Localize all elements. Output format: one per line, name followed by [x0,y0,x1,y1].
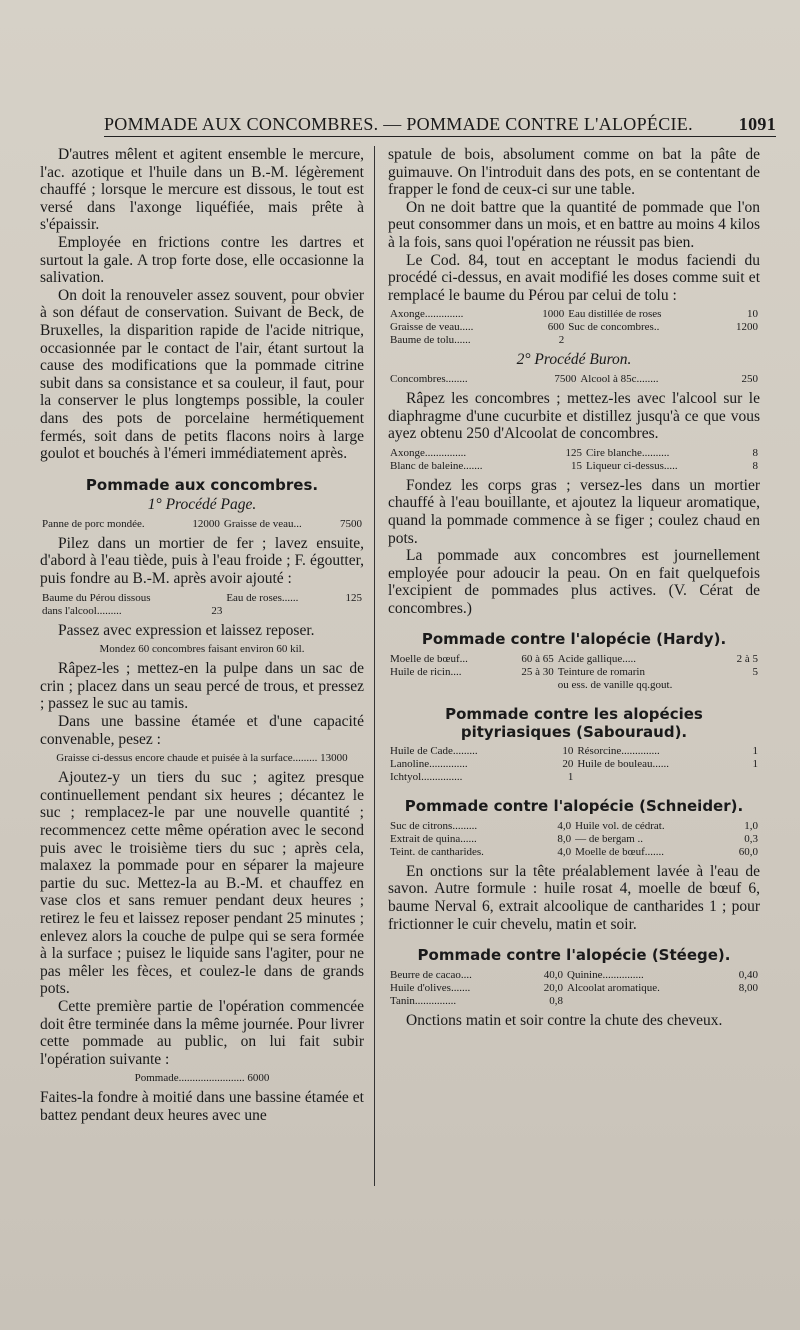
ingredient-table [388,373,760,386]
section-heading: Pommade aux concombres. [85,475,319,494]
table-cell: 1000 [542,308,565,321]
table-cell: dans l'alcool......... [42,604,122,617]
table-cell: Teint. de cantharides. [390,845,484,858]
running-title: POMMADE AUX CONCOMBRES. — POMMADE CONTRE L'ALOPÉCIE. [104,114,693,134]
table-cell [566,334,719,347]
ingredient-table [388,820,760,859]
table-cell: 2 à 5 [736,653,758,666]
ingredient-table [388,308,760,347]
table-cell: Huile de bouleau...... [577,758,669,771]
table-cell: 4,0 [557,845,572,858]
table-cell: Beurre de cacao.... [390,968,472,981]
table-cell: 7500 [554,372,577,385]
section-heading: Pommade contre l'alopécie (Schneider). [404,797,744,816]
table-row [388,745,760,758]
paragraph: Cette première partie de l'opération commencée doit être terminée dans la même journée. Pour livrer cette pommade au public, on lui fait subir l'opération suivante : [40,997,364,1068]
paragraph: Employée en frictions contre les dartres et surtout la gale. A trop forte dose, elle occasionne la salivation. [40,233,364,287]
table-cell: Baume de tolu...... [390,334,471,347]
table-cell: 8,00 [738,981,758,994]
table-cell: Alcoolat aromatique. [567,981,660,994]
left-column [40,146,364,1125]
table-cell: 25 à 30 [521,666,554,679]
table-cell: 125 [345,591,362,604]
table-row [388,460,760,473]
table-cell: Cire blanche.......... [585,446,670,459]
table-cell: Alcool à 85c........ [580,372,659,385]
ingredient-table [388,969,760,1008]
table-cell [203,592,225,605]
table-cell: Eau distillée de roses [568,308,662,321]
table-row [388,679,760,692]
table-cell: Acide gallique..... [557,653,636,666]
paragraph: Fondez les corps gras ; versez-les dans un mortier chauffé à l'eau bouillante, et ajoutez la liqueur aromatique, quand la pommade commence à se figer ; coulez chaud en pots. [388,476,760,547]
table-cell: 1,0 [744,819,758,832]
table-cell: Eau de roses...... [226,591,299,604]
table-cell: 40,0 [543,968,564,981]
table-row [388,833,760,846]
table-cell: 1 [752,745,758,758]
table-cell: 600 [547,321,565,334]
table-cell: 23 [211,604,223,617]
table-row [388,982,760,995]
table-cell: 10 [747,308,758,321]
table-cell: 10 [562,745,574,758]
section-heading: Pommade contre les alopécies pityriasiques (Sabouraud). [445,705,703,741]
procedure-heading: 2° Procédé Buron. [516,351,632,369]
table-cell: 1 [752,758,758,771]
ingredient-table [388,447,760,473]
table-cell [504,679,556,692]
table-row [388,321,760,334]
paragraph: Ajoutez-y un tiers du suc ; agitez presque continuellement pendant six heures ; décantez le suc ; remplacez-le par une nouvelle quantité ; recommencez cette même opération avec le second puis avec le troisième tiers du suc ; après cela, malaxez la pommade pour en séparer la majeure partie du suc. Mettez-la au B.-M. et chauffez en vase clos et sans remuer pendant deux heures ; retirez le feu et laissez reposer pendant 25 minutes ; enlevez alors la couche de pulpe qui se sera formée à la surface ; puisez le liquide sans l'agiter, pour ne pas mêler les fèces, et coulez-le dans de grands pots. [40,769,364,998]
table-row [388,820,760,833]
table-cell: Moelle de bœuf... [390,653,468,666]
table-cell: Lanoline.............. [390,758,468,771]
table-row [40,605,364,618]
table-cell: 2 [558,334,565,347]
table-cell: 4,0 [557,819,572,832]
table-cell: Huile d'olives....... [390,981,471,994]
table-row [388,653,760,666]
table-cell [565,995,722,1008]
table-cell: 20 [562,758,574,771]
paragraph: Le Cod. 84, tout en acceptant le modus faciendi du procédé ci-dessus, en avait modifié les doses comme suit et remplacé le baume du Pérou par celui de tolu : [388,251,760,304]
table-row [388,373,760,386]
running-head [104,114,776,137]
table-cell: Suc de concombres.. [568,321,660,334]
table-cell: Huile de ricin.... [390,666,462,679]
table-cell [224,605,334,618]
paragraph: On doit la renouveler assez souvent, pour obvier à son défaut de conservation. Suivant de Beck, de Bruxelles, la disparition rapide de l'acide nitrique, occasionnée par le contact de l'air, étant surtout la cause des modifications que la pommade citrine subit dans sa consistance et sa couleur, il faut, pour la conserver le plus longtemps possible, la couler dans des pots de porcelaine hermétiquement fermés, soit dans de petits flacons noirs à large goulot et bouchés à l'émeri immédiatement après. [40,286,364,463]
table-cell: 8 [752,446,758,459]
table-cell: Suc de citrons......... [390,819,478,832]
table-row [388,334,760,347]
paragraph: Onctions matin et soir contre la chute des cheveux. [406,1011,723,1029]
paragraph: Dans une bassine étamée et d'une capacité convenable, pesez : [40,713,364,748]
table-cell: Teinture de romarin [557,666,645,679]
paragraph: Pilez dans un mortier de fer ; lavez ensuite, d'abord à l'eau tiède, puis à l'eau froide ; F. égoutter, puis fondre au B.-M. après avoir ajouté : [40,534,364,588]
table-cell: 8 [752,459,758,472]
table-row [388,758,760,771]
paragraph: Passez avec expression et laissez reposer. [58,621,315,639]
table-cell: Huile vol. de cédrat. [575,819,665,832]
table-row [388,771,760,784]
section-heading: Pommade contre l'alopécie (Stéege). [417,946,731,965]
table-row [388,969,760,982]
table-cell [722,995,760,1008]
page-number: 1091 [738,114,776,134]
paragraph: La pommade aux concombres est journellement employée pour adoucir la peau. On en fait quelquefois l'excipient de pommades plus actives. (V. Cérat de concombres.) [388,547,760,617]
paragraph: Râpez les concombres ; mettez-les avec l'alcool sur le diaphragme d'une cucurbite et distillez jusqu'à ce que vous ayez obtenu 250 d'Alcoolat de concombres. [388,389,760,443]
table-cell: 5 [752,666,758,679]
note: Pommade........................ 6000 [134,1072,270,1085]
table-cell: 7500 [340,517,362,530]
table-cell: 60,0 [738,845,758,858]
table-cell: 8,0 [557,832,572,845]
table-cell [388,679,504,692]
table-cell: 0,8 [549,994,564,1007]
table-cell: 12000 [192,517,220,530]
table-cell [724,679,760,692]
table-cell: Axonge.............. [390,308,464,321]
table-cell: 20,0 [543,981,564,994]
table-cell: Quinine............... [567,968,644,981]
table-cell: 250 [741,372,758,385]
table-cell: 60 à 65 [521,653,554,666]
table-cell: 0,3 [744,832,758,845]
table-cell: Huile de Cade......... [390,745,478,758]
column-divider [374,146,375,1186]
section-heading: Pommade contre l'alopécie (Hardy). [421,630,727,649]
procedure-heading: 1° Procédé Page. [147,496,257,514]
table-cell: — de bergam .. [575,832,644,845]
right-column [388,146,760,1029]
table-cell: Blanc de baleine....... [390,459,483,472]
table-row [388,447,760,460]
table-cell: 15 [570,459,582,472]
table-row [40,518,364,531]
table-cell: Baume du Pérou dissous [42,591,151,604]
table-row [40,592,364,605]
table-cell: Liqueur ci-dessus..... [585,459,678,472]
note: Graisse ci-dessus encore chaude et puisée à la surface......... 13000 [56,752,348,765]
table-cell [575,771,743,784]
table-cell: ou ess. de vanille qq.gout. [557,679,673,692]
table-cell: Résorcine.............. [577,745,660,758]
table-cell: Graisse de veau..... [390,321,474,334]
table-cell: Panne de porc mondée. [42,517,145,530]
paragraph: En onctions sur la tête préalablement lavée à l'eau de savon. Autre formule : huile rosat 4, moelle de bœuf 6, baume Nerval 6, extrait alcoolique de cantharides 1 ; pour frictionner le cuir chevelu, matin et soir. [388,862,760,933]
ingredient-table [40,518,364,531]
table-row [388,666,760,679]
table-cell: Graisse de veau... [223,517,302,530]
paragraph: D'autres mêlent et agitent ensemble le mercure, l'ac. azotique et l'huile dans un B.-M. légèrement chauffé ; lorsque le mercure est dissous, le tout est versé dans l'axonge liquéfiée, mais prête à s'épaissir. [40,146,364,234]
table-cell: 1200 [736,321,758,334]
ingredient-table [388,653,760,692]
table-cell: 0,40 [738,968,758,981]
table-cell: Ichtyol............... [390,771,463,784]
table-cell: Tanin............... [390,994,457,1007]
table-cell [334,605,364,618]
paragraph: Faites-la fondre à moitié dans une bassine étamée et battez pendant deux heures avec une [40,1089,364,1124]
table-cell: Extrait de quina...... [390,832,477,845]
table-cell: 1 [567,771,574,784]
table-row [388,846,760,859]
note: Mondez 60 concombres faisant environ 60 kil. [99,643,305,656]
table-row [388,308,760,321]
table-cell: Concombres........ [390,372,468,385]
table-cell [719,334,760,347]
ingredient-table [40,592,364,618]
table-row [388,995,760,1008]
paragraph: Râpez-les ; mettez-en la pulpe dans un sac de crin ; placez dans un seau percé de trous, et pressez ; passez le suc au tamis. [40,660,364,713]
paragraph: spatule de bois, absolument comme on bat la pâte de guimauve. On l'introduit dans des pots, en se contentant de frapper le fond de ceux-ci sur une table. [388,146,760,199]
table-cell: 125 [565,446,582,459]
table-cell: Moelle de bœuf....... [575,845,665,858]
table-cell: Axonge............... [390,446,467,459]
table-cell [743,771,760,784]
paragraph: On ne doit battre que la quantité de pommade que l'on peut consommer dans un mois, et en battre au moins 4 kilos à la fois, sans quoi l'opération ne réussit pas bien. [388,198,760,251]
ingredient-table [388,745,760,784]
